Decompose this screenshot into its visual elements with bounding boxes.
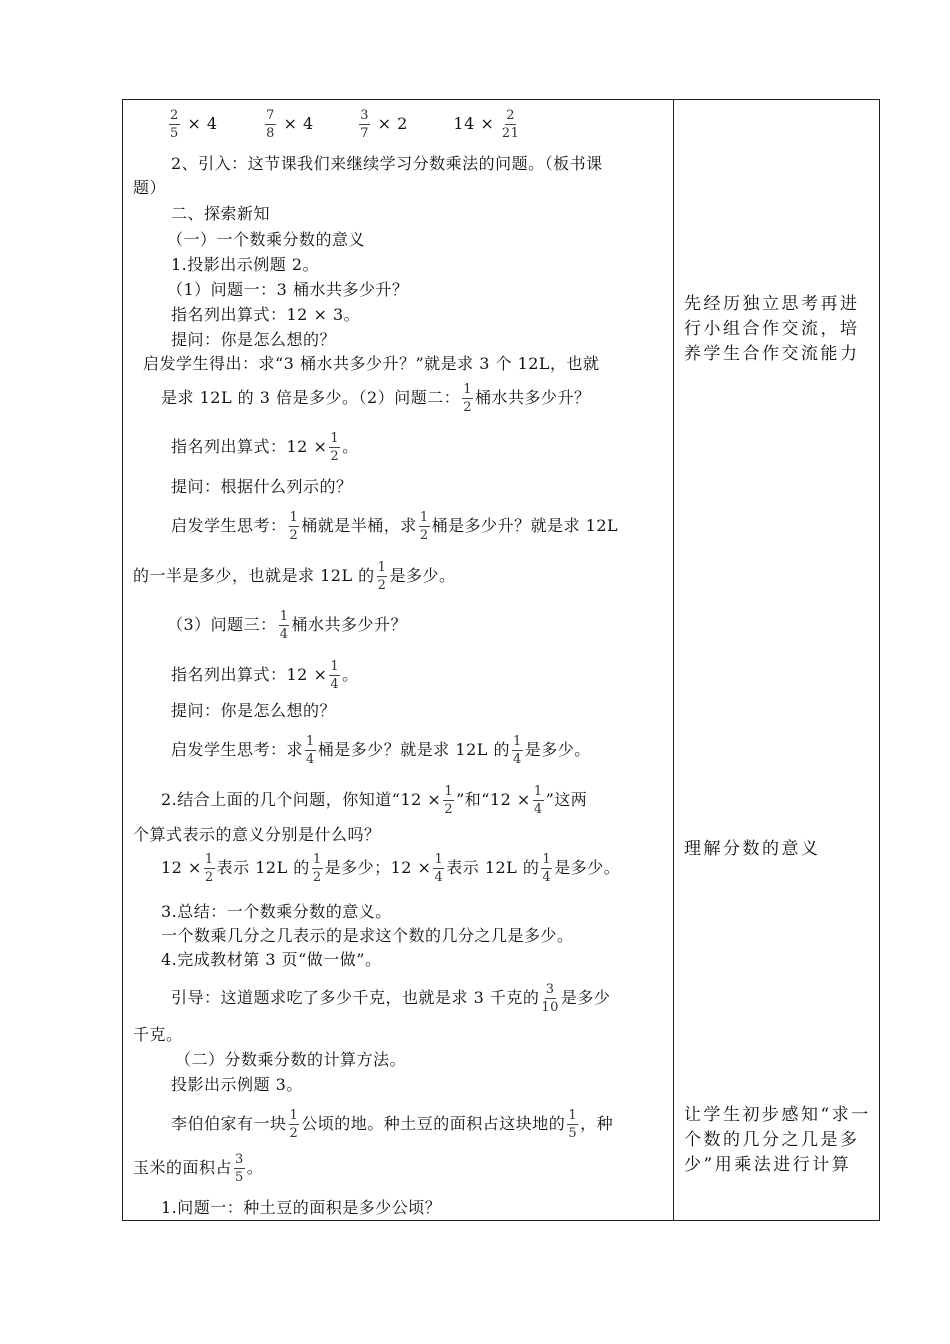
inspire-text-cont: 是求 12L 的 3 倍是多少。（2）问题二： $\frac{1}{2}$ 桶水共多少升？ (161, 382, 591, 415)
summary-text: 一个数乘几分之几表示的是求这个数的几分之几是多少。 (161, 926, 574, 945)
fraction: $\frac{2}{21}$ (501, 108, 520, 141)
inspire-text: 启发学生得出：求“3 桶水共多少升？”就是求 3 个 12L，也就 (143, 354, 600, 373)
design-note: 理解分数的意义 (684, 839, 821, 859)
lesson-plan-table (122, 99, 880, 1221)
fraction: $\frac{3}{5}$ (235, 1152, 244, 1185)
design-note: 让学生初步感知“求一个数的几分之几是多少”用乘法进行计算 (684, 1105, 871, 1175)
fraction: $\frac{1}{4}$ (330, 659, 340, 692)
think-text: 启发学生思考： $\frac{1}{2}$ 桶就是半桶，求 $\frac{1}{2}$ 桶是多少升？就是求 12L (171, 510, 619, 543)
subsection-heading: （二）分数乘分数的计算方法。 (175, 1050, 407, 1069)
problem-text-cont: 玉米的面积占 $\frac{3}{5}$ 。 (133, 1152, 264, 1185)
question-text: （1）问题一：3 桶水共多少升？ (167, 280, 409, 299)
fraction: $\frac{7}{8}$ (266, 108, 275, 141)
fraction: $\frac{2}{5}$ (170, 108, 179, 141)
subsection-heading: （一）一个数乘分数的意义 (167, 230, 366, 249)
step-text: 投影出示例题 3。 (171, 1075, 303, 1094)
formula-text: 指名列出算式：12 × $\frac{1}{4}$ 。 (171, 659, 359, 692)
guide-text-cont: 千克。 (133, 1025, 183, 1044)
fraction: $\frac{1}{4}$ (512, 734, 522, 767)
fraction: $\frac{1}{4}$ (434, 852, 444, 885)
fraction: $\frac{1}{2}$ (204, 852, 214, 885)
fraction: $\frac{1}{2}$ (289, 510, 299, 543)
fraction: $\frac{1}{2}$ (463, 382, 472, 415)
step-text: 4.完成教材第 3 页“做一做”。 (161, 950, 382, 969)
fraction: $\frac{1}{2}$ (419, 510, 429, 543)
fraction: $\frac{1}{5}$ (568, 1108, 578, 1141)
fraction: $\frac{1}{2}$ (330, 431, 340, 464)
step-text-cont: 个算式表示的意义分别是什么吗？ (133, 825, 381, 844)
prompt-text: 提问：你是怎么想的？ (171, 330, 337, 349)
step-text: 1.投影出示例题 2。 (171, 255, 320, 274)
fraction: $\frac{1}{2}$ (312, 852, 322, 885)
guide-text: 引导：这道题求吃了多少千克，也就是求 3 千克的 $\frac{3}{10}$ 是多少 (171, 982, 611, 1015)
section-heading: 二、探索新知 (171, 204, 271, 223)
meaning-text: 12 × $\frac{1}{2}$ 表示 12L 的 $\frac{1}{2}$ 是多少；12 × $\frac{1}{4}$ 表示 12L 的 $\frac{1}{4}$ 是多少。 (161, 852, 621, 885)
question-text: 1.问题一：种土豆的面积是多少公顷？ (161, 1198, 442, 1217)
fraction: $\frac{1}{4}$ (533, 784, 543, 817)
intro-text: 2、引入：这节课我们来继续学习分数乘法的问题。（板书课 (171, 154, 603, 173)
prompt-text: 提问：你是怎么想的？ (171, 701, 337, 720)
problem-text: 李伯伯家有一块 $\frac{1}{2}$ 公顷的地。种土豆的面积占这块地的 $\frac{1}{5}$ ，种 (171, 1108, 614, 1141)
design-intent-column (674, 100, 879, 1220)
intro-text-cont: 题） (133, 178, 167, 197)
think-text: 启发学生思考：求 $\frac{1}{4}$ 桶是多少？就是求 12L 的 $\frac{1}{4}$ 是多少。 (171, 734, 591, 767)
fraction: $\frac{1}{2}$ (289, 1108, 299, 1141)
fraction: $\frac{3}{7}$ (360, 108, 370, 141)
think-text-cont: 的一半是多少，也就是求 12L 的 $\frac{1}{2}$ 是多少。 (133, 560, 456, 593)
fraction: $\frac{1}{4}$ (306, 734, 315, 767)
prompt-text: 提问：根据什么列示的？ (171, 477, 353, 496)
fraction: $\frac{1}{2}$ (444, 784, 454, 817)
question-text: （3）问题三： $\frac{1}{4}$ 桶水共多少升？ (167, 609, 407, 642)
fraction: $\frac{1}{4}$ (279, 609, 289, 642)
fraction: $\frac{3}{10}$ (541, 982, 559, 1015)
formula-text: 指名列出算式：12 × 3。 (171, 305, 361, 324)
step-text: 3.总结：一个数乘分数的意义。 (161, 902, 392, 921)
fraction: $\frac{1}{4}$ (542, 852, 552, 885)
warmup-exercises: $\frac{2}{5}$ × 4 $\frac{7}{8}$ × 4 $\frac{3}{7}$ × 2 14 × $\frac{2}{21}$ (170, 108, 520, 141)
step-text: 2.结合上面的几个问题，你知道“12 × $\frac{1}{2}$ ”和“12 × $\frac{1}{4}$ ”这两 (161, 784, 588, 817)
design-note: 先经历独立思考再进行小组合作交流，培养学生合作交流能力 (684, 294, 860, 364)
fraction: $\frac{1}{2}$ (377, 560, 387, 593)
formula-text: 指名列出算式：12 × $\frac{1}{2}$ 。 (171, 431, 359, 464)
teaching-process-column (123, 100, 673, 1220)
